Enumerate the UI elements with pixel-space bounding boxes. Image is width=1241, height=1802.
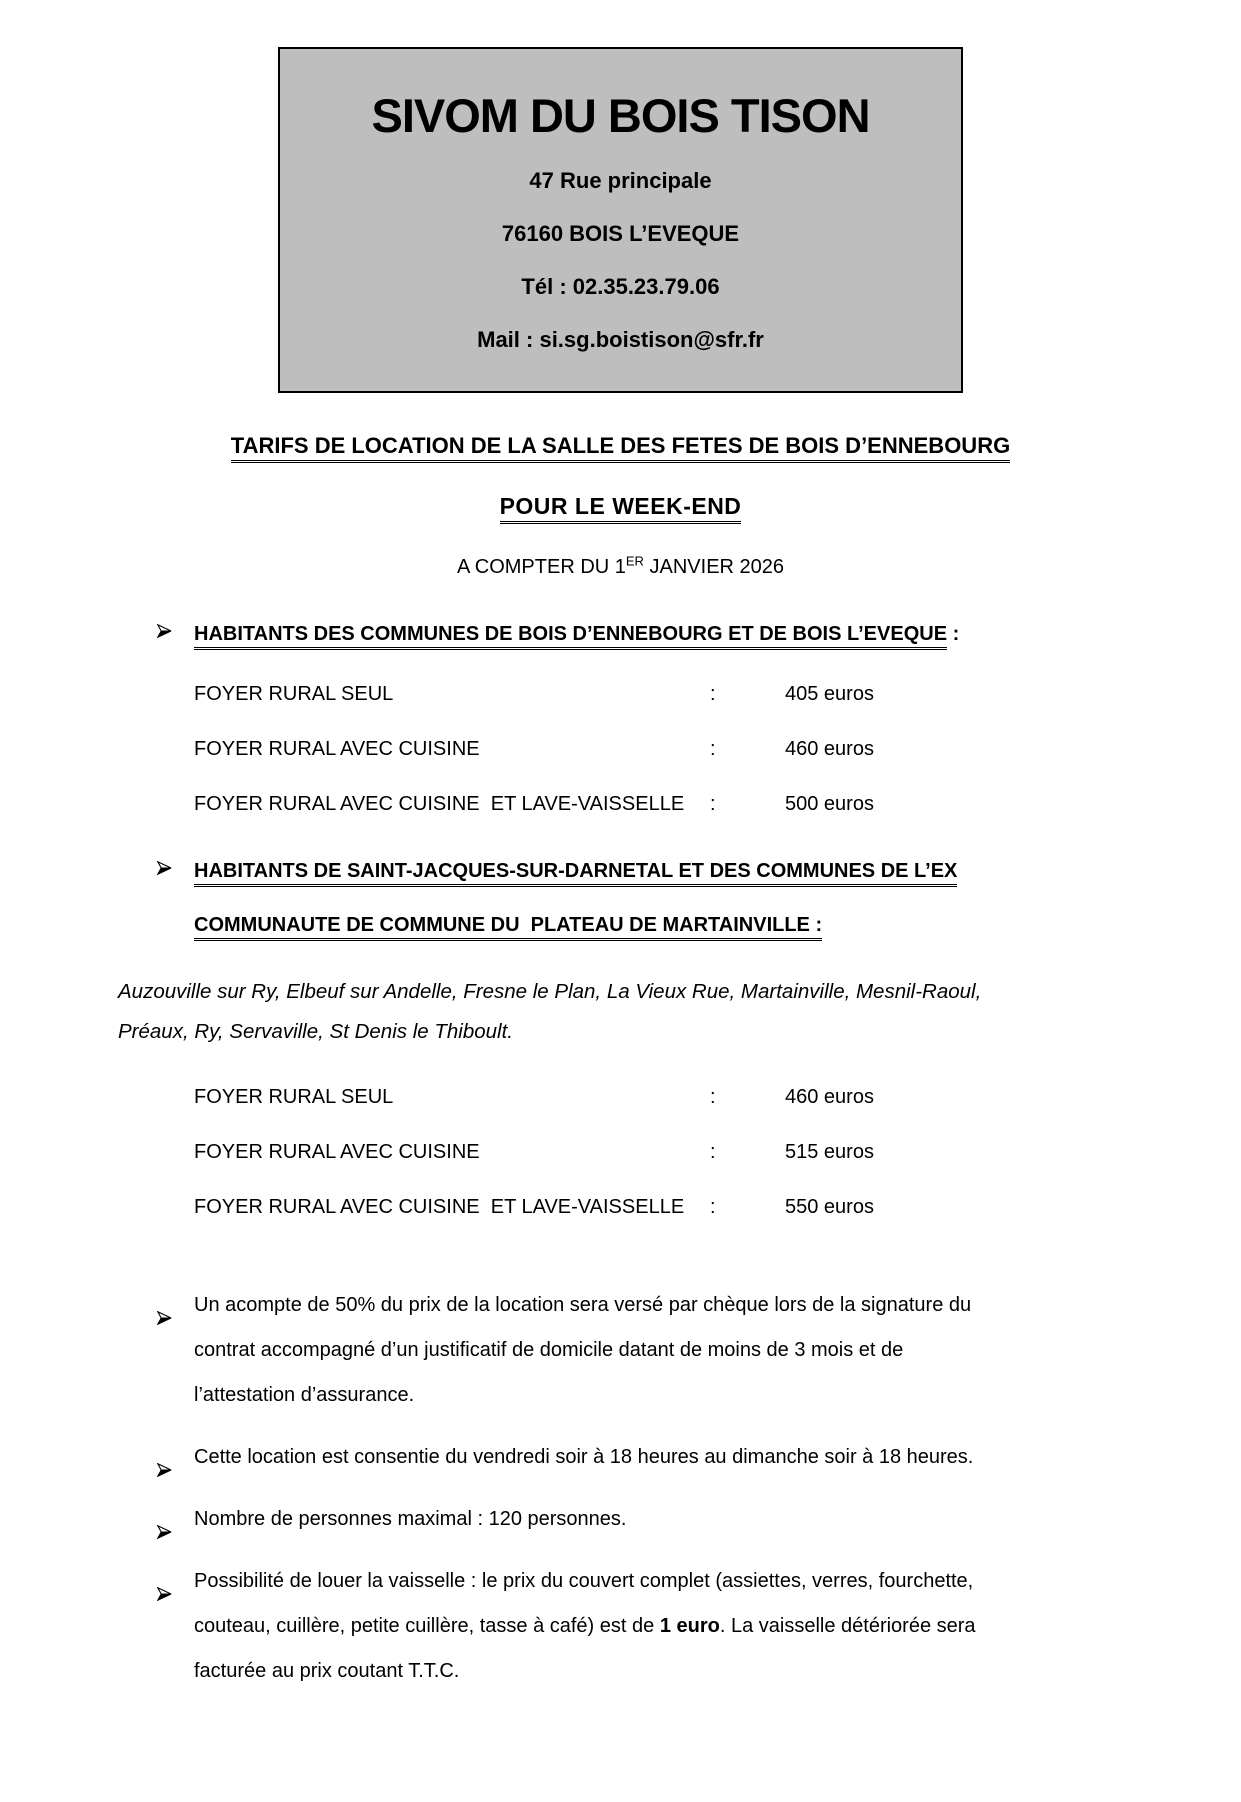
section-heading-text: HABITANTS DES COMMUNES DE BOIS D’ENNEBOURG ET DE BOIS L’EVEQUE (194, 623, 947, 650)
rate-row (194, 1193, 1123, 1221)
address-line-1: 47 Rue principale (529, 168, 712, 193)
condition-bold-text: 1 euro (659, 1615, 720, 1637)
letterhead-box (278, 47, 963, 393)
rate-label: FOYER RURAL AVEC CUISINE (194, 738, 480, 760)
phone-line: Tél : 02.35.23.79.06 (521, 274, 720, 299)
rate-row (194, 1138, 1123, 1166)
rate-price: 550 euros (785, 1196, 874, 1218)
section-heading-line-2 (194, 910, 1123, 940)
rate-separator: : (710, 1196, 716, 1218)
communes-list-line-1: Auzouville sur Ry, Elbeuf sur Andelle, Fresne le Plan, La Vieux Rue, Martainville, Mesnil-Raoul, (118, 980, 982, 1003)
section-heading-line (194, 623, 959, 650)
condition-text-line: Possibilité de louer la vaisselle : le prix du couvert complet (assiettes, verres, fourchette, (194, 1570, 974, 1592)
effective-date-pre: A COMPTER DU 1 (456, 556, 626, 578)
condition-text-line: Un acompte de 50% du prix de la location sera versé par chèque lors de la signature du (194, 1294, 972, 1316)
rates-table-ex-community (118, 1083, 1123, 1221)
rate-label: FOYER RURAL SEUL (194, 1086, 394, 1108)
rate-label: FOYER RURAL AVEC CUISINE (194, 1141, 480, 1163)
effective-date (118, 553, 1123, 579)
rate-separator: : (710, 793, 716, 815)
rate-price: 405 euros (785, 683, 874, 705)
rate-price: 460 euros (785, 1086, 874, 1108)
rate-label: FOYER RURAL AVEC CUISINE ET LAVE-VAISSELLE (194, 793, 685, 815)
section-heading-text: HABITANTS DE SAINT-JACQUES-SUR-DARNETAL ET DES COMMUNES DE L’EX (194, 860, 957, 887)
rate-row (194, 680, 1123, 708)
email-line: Mail : si.sg.boistison@sfr.fr (477, 327, 764, 352)
rate-price: 500 euros (785, 793, 874, 815)
arrow-bullet-icon (157, 1573, 172, 1587)
condition-text-line: l’attestation d’assurance. (194, 1384, 415, 1406)
address-line-2: 76160 BOIS L’EVEQUE (501, 221, 740, 246)
rate-separator: : (710, 738, 716, 760)
document-title (118, 433, 1123, 459)
communes-list (118, 972, 1123, 1052)
rate-separator: : (710, 1141, 716, 1163)
document-subtitle (118, 493, 1123, 520)
condition-text-line: Nombre de personnes maximal : 120 personnes. (194, 1508, 627, 1530)
section-heading-suffix: : (947, 623, 960, 645)
rate-separator: : (710, 1086, 716, 1108)
document-title-text: TARIFS DE LOCATION DE LA SALLE DES FETES DE BOIS D’ENNEBOURG (231, 433, 1010, 463)
arrow-bullet-icon (157, 1297, 172, 1311)
section-heading-line-1 (194, 856, 1123, 886)
rate-label: FOYER RURAL SEUL (194, 683, 394, 705)
condition-text-line: Cette location est consentie du vendredi soir à 18 heures au dimanche soir à 18 heures. (194, 1446, 974, 1468)
rate-price: 515 euros (785, 1141, 874, 1163)
rate-separator: : (710, 683, 716, 705)
rate-label: FOYER RURAL AVEC CUISINE ET LAVE-VAISSELLE (194, 1196, 685, 1218)
arrow-bullet-icon (157, 1449, 172, 1463)
rate-price: 460 euros (785, 738, 874, 760)
organization-name: SIVOM DU BOIS TISON (371, 89, 870, 142)
condition-max-persons (118, 1497, 1123, 1542)
section-heading-local-residents (118, 619, 1123, 649)
condition-text-line: facturée au prix coutant T.T.C. (194, 1660, 460, 1682)
condition-dishes-rental (118, 1559, 1123, 1694)
arrow-bullet-icon (157, 1511, 172, 1525)
rate-row (194, 790, 1123, 818)
document-page (0, 47, 1241, 1694)
rate-row (194, 735, 1123, 763)
rate-row (194, 1083, 1123, 1111)
communes-list-line-2: Préaux, Ry, Servaville, St Denis le Thiboult. (118, 1020, 513, 1043)
arrow-bullet-icon (157, 861, 172, 875)
condition-deposit (118, 1283, 1123, 1418)
effective-date-post: JANVIER 2026 (643, 556, 785, 578)
section-heading-text: COMMUNAUTE DE COMMUNE DU PLATEAU DE MARTAINVILLE : (194, 914, 822, 941)
effective-date-ordinal: ER (625, 553, 644, 569)
document-subtitle-text: POUR LE WEEK-END (500, 493, 742, 524)
section-heading-ex-community (118, 856, 1123, 940)
rates-table-local (118, 680, 1123, 818)
condition-text-line: couteau, cuillère, petite cuillère, tasse à café) est de 1 euro. La vaisselle détériorée sera (194, 1615, 976, 1637)
condition-rental-period (118, 1435, 1123, 1480)
arrow-bullet-icon (157, 624, 172, 638)
condition-text-line: contrat accompagné d’un justificatif de domicile datant de moins de 3 mois et de (194, 1339, 904, 1361)
conditions-list (118, 1283, 1123, 1694)
